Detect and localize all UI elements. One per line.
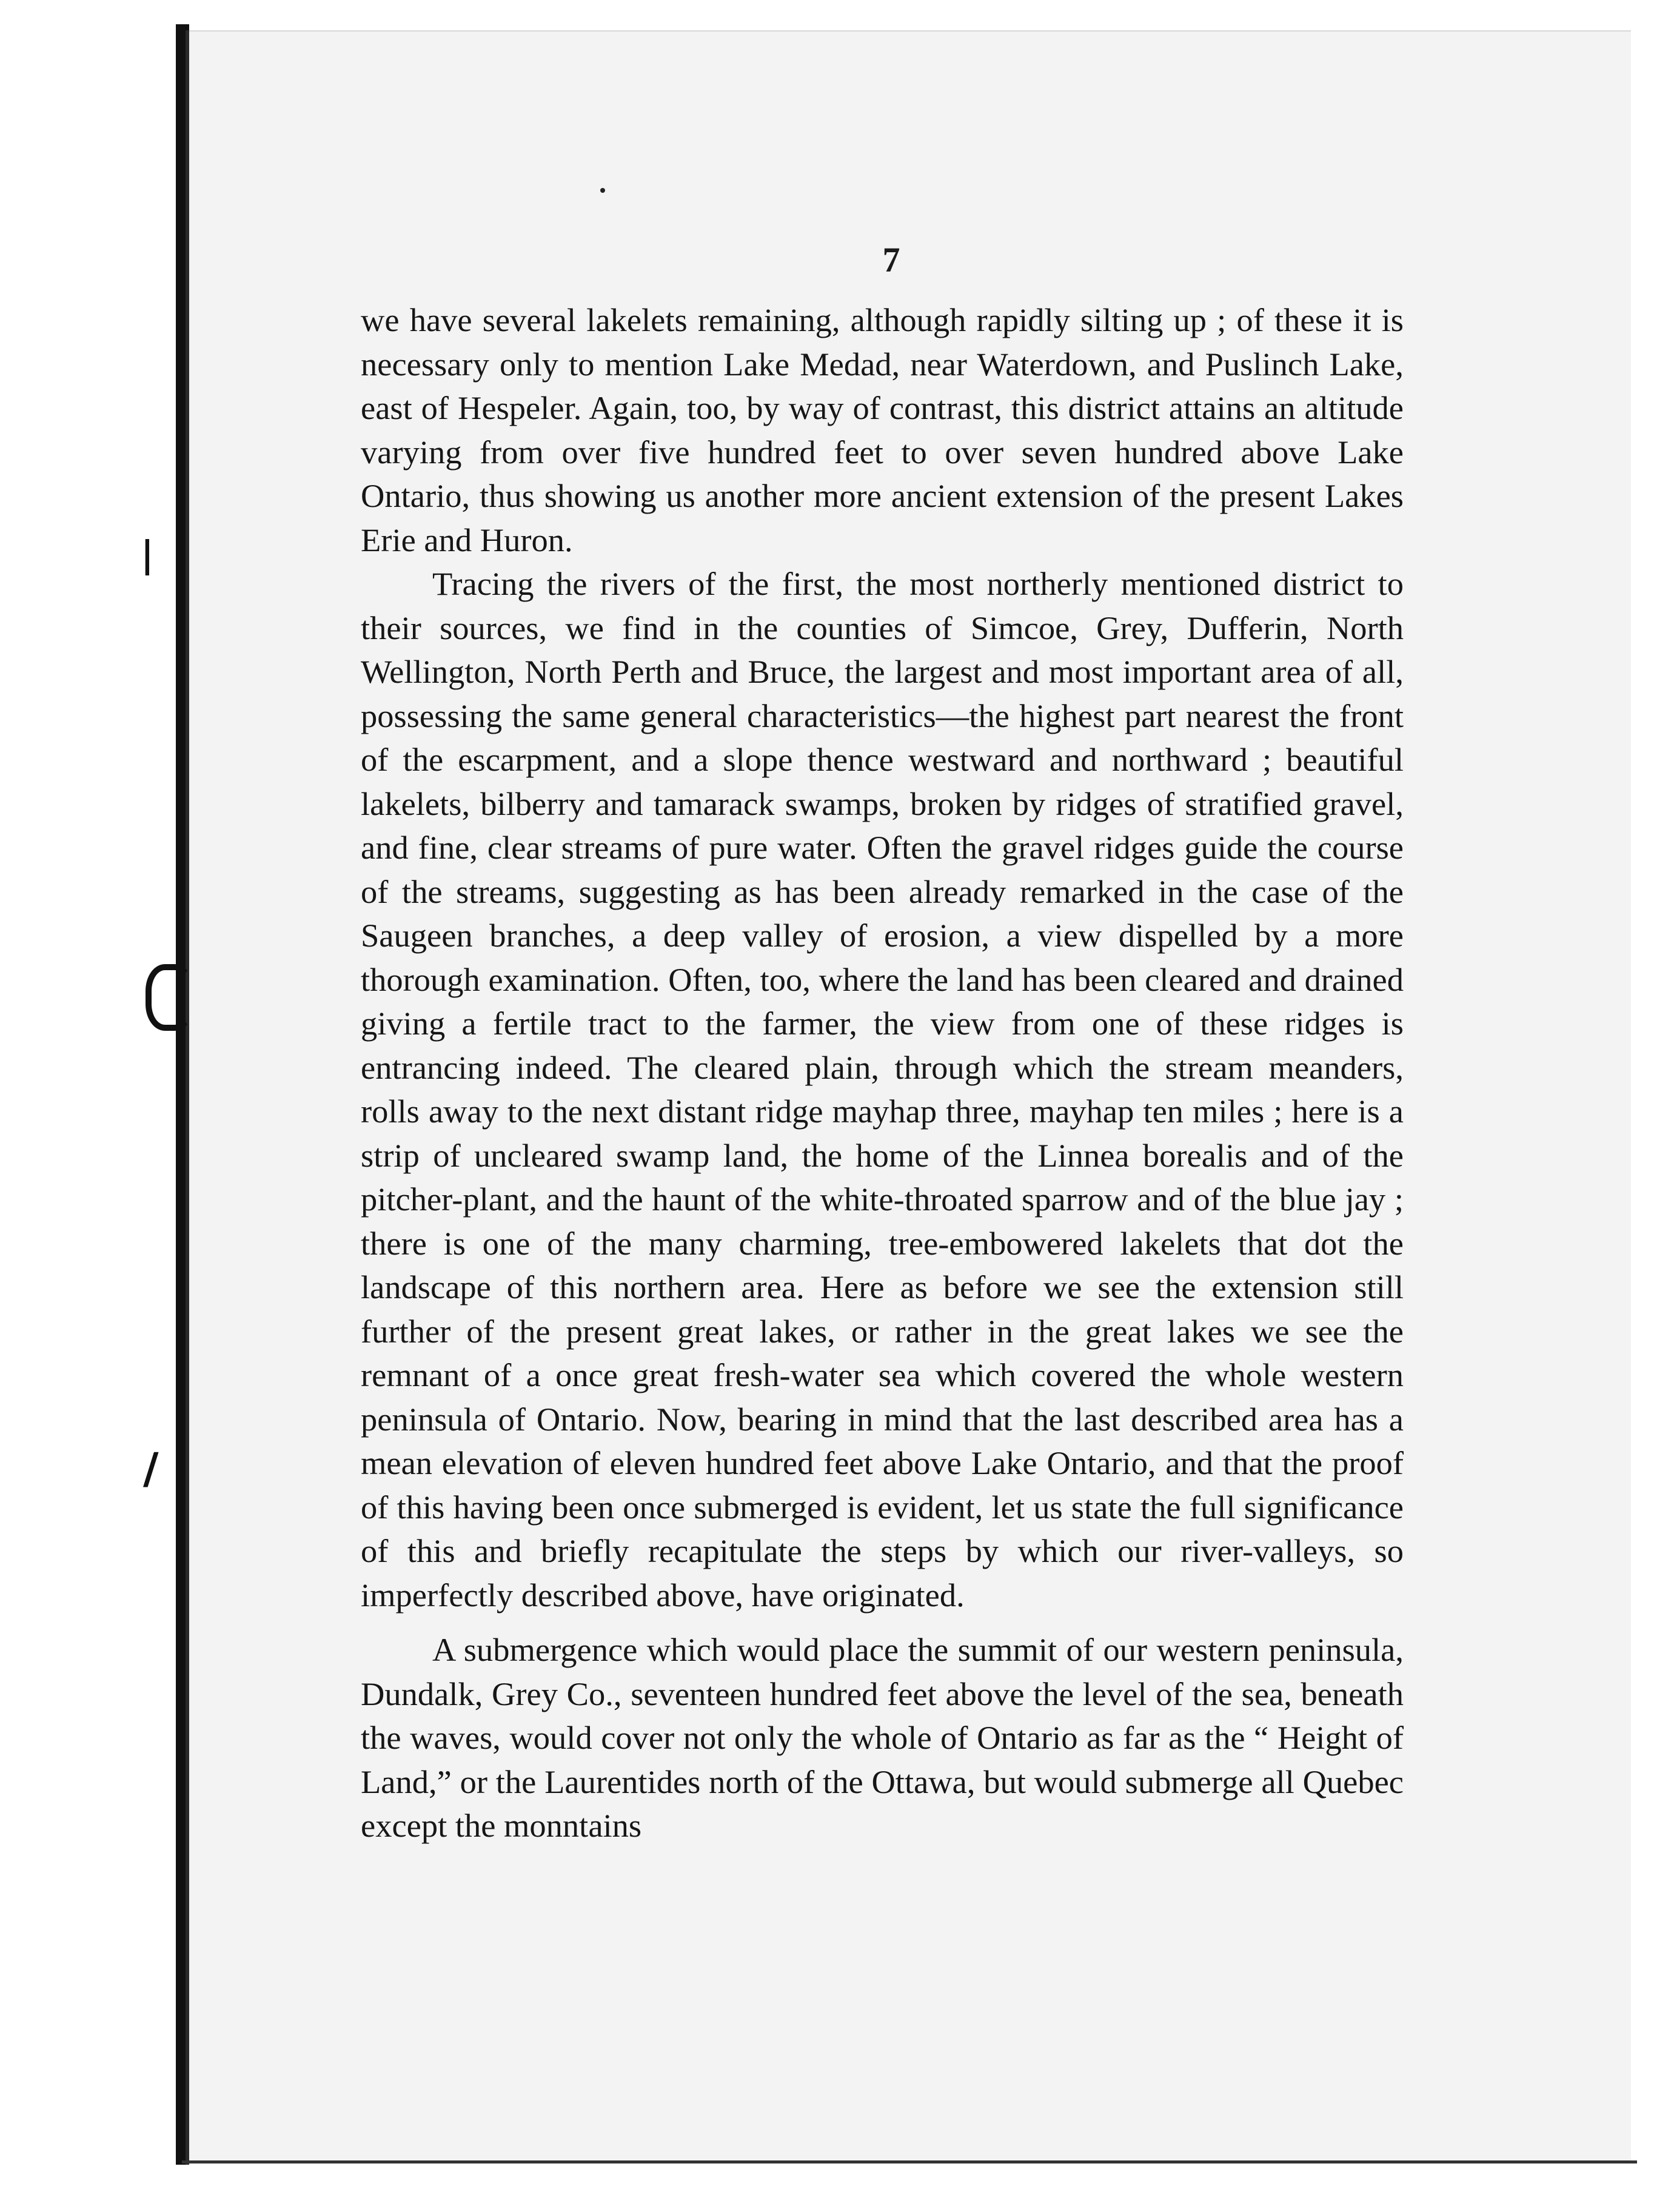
page-bottom-edge [182,2160,1637,2163]
scan-mark-4 [600,188,605,193]
scan-mark-1: | [141,534,154,576]
page-number: 7 [882,240,900,280]
body-text [361,298,1404,1848]
scan-mark-2 [146,964,194,1031]
paragraph-tracing-rivers: Tracing the rivers of the first, the most northerly mentioned district to their sources, we find in the counties of Simcoe, Grey, Dufferin, North Wellington, North Perth and Bruce, the largest and most important area of all, possessing the same general characteristics—the highest part nearest the front of the escarpment, and a slope thence westward and northward ; beautiful lakelets, bilberry and tamarack swamps, broken by ridges of stratified gravel, and fine, clear streams of pure water. Often the gravel ridges guide the course of the streams, suggesting as has been already remarked in the case of the Saugeen branches, a deep valley of erosion, a view dispelled by a more thorough examination. Often, too, where the land has been cleared and drained giving a fertile tract to the farmer, the view from one of these ridges is entrancing indeed. The cleared plain, through which the stream meanders, rolls away to the next distant ridge mayhap three, mayhap ten miles ; here is a strip of uncleared swamp land, the home of the Linnea borealis and of the pitcher-plant, and the haunt of the white-throated sparrow and of the blue jay ; there is one of the many charming, tree-embowered lakelets that dot the landscape of this northern area. Here as before we see the extension still further of the present great lakes, or rather in the great lakes we see the remnant of a once great fresh-water sea which covered the whole western peninsula of Ontario. Now, bearing in mind that the last described area has a mean elevation of eleven hundred feet above Lake Ontario, and that the proof of this having been once submerged is evident, let us state the full significance of this and briefly recapitulate the steps by which our river-valleys, so imperfectly described above, have originated. [361,565,1404,1614]
scan-mark-3: / [143,1443,159,1493]
paragraph-continuation: we have several lakelets remaining, although rapidly silting up ; of these it is necessary only to mention Lake Medad, near Waterdown, and Puslinch Lake, east of Hespeler. Again, too, by way of contrast, this district attains an altitude varying from over five hundred feet to over seven hundred above Lake Ontario, thus showing us another more ancient extension of the present Lakes Erie and Huron. [361,301,1404,558]
paragraph-submergence: A submergence which would place the summit of our western peninsula, Dundalk, Grey Co., seventeen hundred feet above the level of the sea, beneath the waves, would cover not only the whole of Ontario as far as the “ Height of Land,” or the Laurentides north of the Ottawa, but would submerge all Quebec except the monntains [361,1631,1404,1844]
spine-edge [186,30,189,2165]
page-binding [0,0,182,2212]
